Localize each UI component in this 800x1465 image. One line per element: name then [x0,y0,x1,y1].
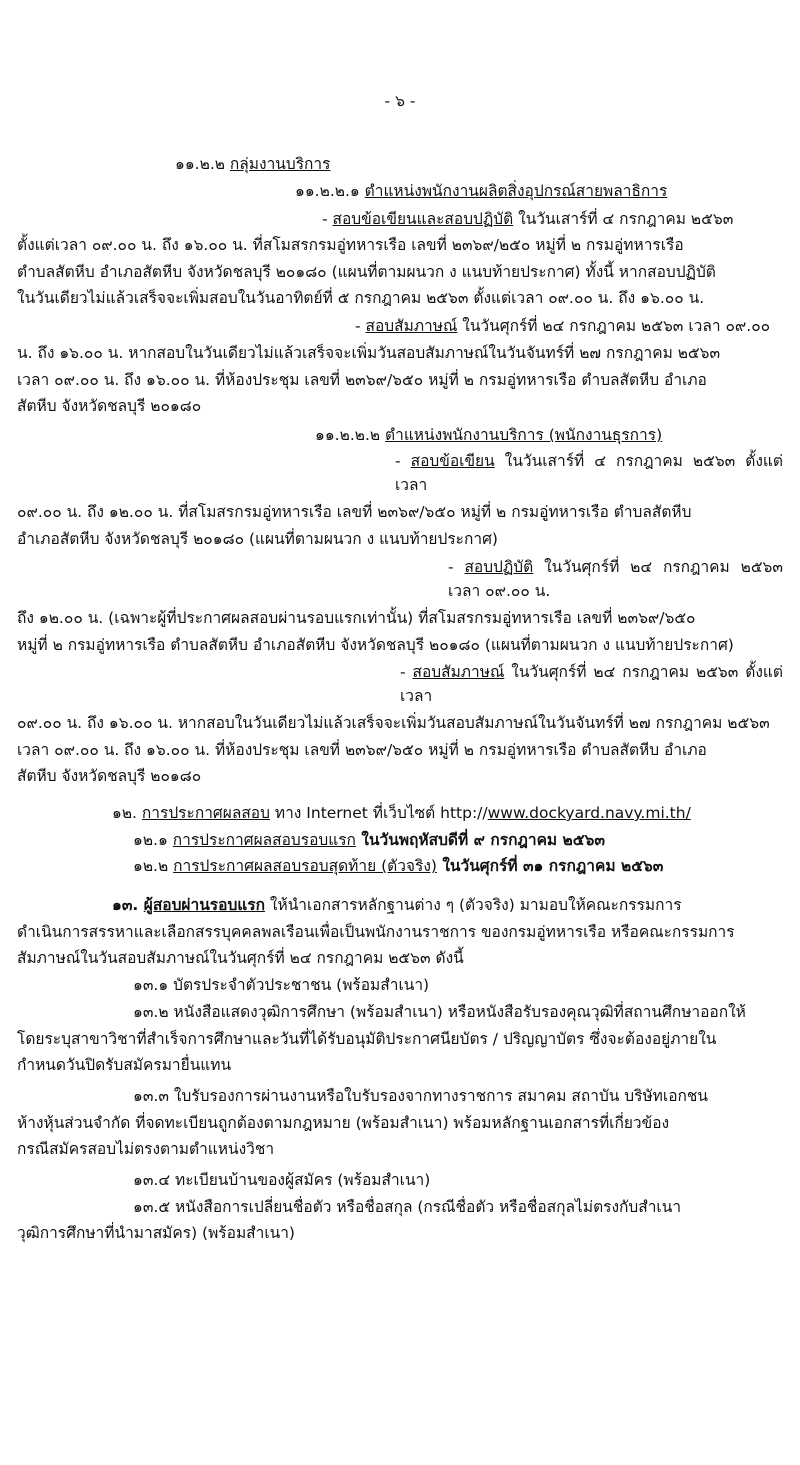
text-segment: ๑๒. [112,804,142,822]
text-segment: ในวันศุกร์ที่ ๒๔ กรกฎาคม ๒๕๖๓ เวลา ๐๙.๐๐ [457,317,771,335]
underlined-heading: www.dockyard.navy.mi.th/ [487,804,691,822]
text-segment: ให้นำเอกสารหลักฐานต่าง ๆ (ตัวจริง) มามอบให้คณะกรรมการ [264,896,682,914]
bold-text: ในวันพฤหัสบดีที่ ๙ กรกฎาคม ๒๕๖๓ [355,831,605,849]
text-line [355,314,783,338]
text-line [17,1111,783,1135]
underlined-heading: ตำแหน่งพนักงานผลิตสิ่งอุปกรณ์สายพลาธิการ [364,182,668,200]
text-line [17,1027,783,1051]
text-line [17,633,783,657]
text-segment: ๑๒.๒ [133,857,174,875]
underlined-heading: สอบสัมภาษณ์ [365,317,458,335]
text-segment: น. ถึง ๑๖.๐๐ น. หากสอบในวันเดียวไม่แล้วเสร็จจะเพิ่มวันสอบสัมภาษณ์ในวันจันทร์ที่ ๒๗ กรกฎาคม ๒๕๖๓ [17,344,721,362]
text-line [133,854,783,878]
text-line [17,233,783,257]
text-line [17,1053,783,1077]
text-line [17,738,783,762]
text-segment: ในวันศุกร์ที่ ๒๔ กรกฎาคม ๒๕๖๓ ตั้งแต่เวลา [400,663,783,705]
text-line [17,368,783,392]
text-line [112,801,783,825]
text-segment: วุฒิการศึกษาที่นำมาสมัคร) (พร้อมสำเนา) [17,1224,295,1242]
text-line [17,286,783,310]
text-segment: สัมภาษณ์ในวันสอบสัมภาษณ์ในวันศุกร์ที่ ๒๔ กรกฎาคม ๒๕๖๓ ดังนี้ [17,949,464,967]
text-segment: ในวันเดียวไม่แล้วเสร็จจะเพิ่มสอบในวันอาทิตย์ที่ ๕ กรกฎาคม ๒๕๖๓ ตั้งแต่เวลา ๐๙.๐๐ น. ถึง ๑๖.๐๐ น. [17,289,705,307]
text-segment: ๐๙.๐๐ น. ถึง ๑๒.๐๐ น. ที่สโมสรกรมอู่ทหารเรือ เลขที่ ๒๓๖๙/๖๕๐ หมู่ที่ ๒ กรมอู่ทหารเรือ ตำบลสัตหีบ [17,503,692,521]
text-segment: ทาง Internet ที่เว็บไซต์ http:// [269,804,488,822]
text-line [17,394,783,418]
text-segment: - [355,317,366,335]
text-segment: ๑๓.๓ ใบรับรองการผ่านงานหรือใบรับรองจากทางราชการ สมาคม สถาบัน บริษัทเอกชน [133,1087,709,1105]
underlined-heading: การประกาศผลสอบรอบสุดท้าย (ตัวจริง) [173,857,437,875]
underlined-heading: สอบปฏิบัติ [464,558,534,576]
text-line [17,1137,783,1161]
text-line [133,1000,783,1024]
underlined-heading: ตำแหน่งพนักงานบริการ (พนักงานธุรการ) [385,426,663,444]
text-line [133,1168,783,1192]
underlined-heading: การประกาศผลสอบรอบแรก [172,831,356,849]
text-line [295,179,783,203]
text-line [400,660,783,708]
text-segment: อำเภอสัตหีบ จังหวัดชลบุรี ๒๐๑๘๐ (แผนที่ตามผนวก ง แนบท้ายประกาศ) [17,530,498,548]
text-segment: - [400,663,413,681]
document-page [0,89,800,1265]
text-line [17,341,783,365]
text-segment: - [395,452,411,470]
text-line [315,423,783,447]
text-segment: ๑๓.๕ หนังสือการเปลี่ยนชื่อตัว หรือชื่อสกุล (กรณีชื่อตัว หรือชื่อสกุลไม่ตรงกับสำเนา [133,1198,682,1216]
text-segment: ๑๒.๑ [133,831,173,849]
text-segment: กำหนดวันปิดรับสมัครมายื่นแทน [17,1056,232,1074]
text-line [17,260,783,284]
text-segment: ดำเนินการสรรหาและเลือกสรรบุคคลพลเรือนเพื่อเป็นพนักงานราชการ ของกรมอู่ทหารเรือ หรือคณะกรรมการ [17,923,735,941]
text-segment: ๑๑.๒.๒.๒ [315,426,386,444]
text-segment: ๑๑.๒.๒.๑ [295,182,365,200]
text-segment: ๐๙.๐๐ น. ถึง ๑๖.๐๐ น. หากสอบในวันเดียวไม่แล้วเสร็จจะเพิ่มวันสอบสัมภาษณ์ในวันจันทร์ที่ ๒๗ กรกฎาคม ๒๕๖๓ [17,714,770,732]
text-segment: โดยระบุสาขาวิชาที่สำเร็จการศึกษาและวันที่ได้รับอนุมัติประกาศนียบัตร / ปริญญาบัตร ซึ่งจะต้องอยู่ภายใน [17,1030,717,1048]
text-line [112,893,783,917]
text-segment: ตั้งแต่เวลา ๐๙.๐๐ น. ถึง ๑๖.๐๐ น. ที่สโมสรกรมอู่ทหารเรือ เลขที่ ๒๓๖๙/๒๕๐ หมู่ที่ ๒ กรมอู่ทหารเรือ [17,236,684,254]
text-line [17,500,783,524]
underlined-heading: สอบสัมภาษณ์ [412,663,505,681]
underlined-heading: ผู้สอบผ่านรอบแรก [143,896,265,914]
text-segment: สัตหีบ จังหวัดชลบุรี ๒๐๑๘๐ [17,767,202,785]
text-line [17,711,783,735]
text-segment: ๑๑.๒.๒ [175,155,230,173]
text-line [17,946,783,970]
text-line [17,527,783,551]
bold-text: ในวันศุกร์ที่ ๓๑ กรกฎาคม ๒๕๖๓ [436,857,664,875]
text-segment: ตำบลสัตหีบ อำเภอสัตหีบ จังหวัดชลบุรี ๒๐๑๘๐ (แผนที่ตามผนวก ง แนบท้ายประกาศ) ทั้งนี้ หากสอบปฏิบัติ [17,263,716,281]
underlined-heading: สอบข้อเขียนและสอบปฏิบัติ [332,210,514,228]
text-line [17,920,783,944]
bold-text: ๑๓. [112,896,144,914]
text-line [133,828,783,852]
text-line [17,764,783,788]
text-segment: ในวันศุกร์ที่ ๒๔ กรกฎาคม ๒๕๖๓ เวลา ๐๙.๐๐ น. [448,558,783,600]
text-segment: สัตหีบ จังหวัดชลบุรี ๒๐๑๘๐ [17,397,202,415]
text-line [133,973,783,997]
text-segment: ห้างหุ้นส่วนจำกัด ที่จดทะเบียนถูกต้องตามกฎหมาย (พร้อมสำเนา) พร้อมหลักฐานเอกสารที่เกี่ยวข้อง [17,1114,670,1132]
text-segment: ๑๓.๒ หนังสือแสดงวุฒิการศึกษา (พร้อมสำเนา) หรือหนังสือรับรองคุณวุฒิที่สถานศึกษาออกให้ [133,1003,746,1021]
text-segment: - [322,210,333,228]
underlined-heading: สอบข้อเขียน [410,452,495,470]
text-line [322,207,783,231]
underlined-heading: กลุ่มงานบริการ [229,155,331,173]
text-segment: - [448,558,465,576]
text-segment: ถึง ๑๒.๐๐ น. (เฉพาะผู้ที่ประกาศผลสอบผ่านรอบแรกเท่านั้น) ที่สโมสรกรมอู่ทหารเรือ เลขที่ ๒๓๖๙/๖๕๐ [17,609,696,627]
text-segment: เวลา ๐๙.๐๐ น. ถึง ๑๖.๐๐ น. ที่ห้องประชุม เลขที่ ๒๓๖๙/๖๕๐ หมู่ที่ ๒ กรมอู่ทหารเรือ ตำบลสัตหีบ อำเภอ [17,741,707,759]
text-segment: ๑๓.๔ ทะเบียนบ้านของผู้สมัคร (พร้อมสำเนา) [133,1171,431,1189]
text-segment: เวลา ๐๙.๐๐ น. ถึง ๑๖.๐๐ น. ที่ห้องประชุม เลขที่ ๒๓๖๙/๖๕๐ หมู่ที่ ๒ กรมอู่ทหารเรือ ตำบลสัตหีบ อำเภอ [17,371,707,389]
page-number [17,89,783,113]
text-segment: - ๖ - [384,92,416,110]
text-segment: ในวันเสาร์ที่ ๔ กรกฎาคม ๒๕๖๓ [513,210,734,228]
text-segment: ๑๓.๑ บัตรประจำตัวประชาชน (พร้อมสำเนา) [133,976,430,994]
text-line [17,1221,783,1245]
text-segment: หมู่ที่ ๒ กรมอู่ทหารเรือ ตำบลสัตหีบ อำเภอสัตหีบ จังหวัดชลบุรี ๒๐๑๘๐ (แผนที่ตามผนวก ง แนบท้ายประกาศ) [17,636,734,654]
text-line [175,152,783,176]
underlined-heading: การประกาศผลสอบ [141,804,270,822]
text-line [448,555,783,603]
text-line [133,1084,783,1108]
text-segment: กรณีสมัครสอบไม่ตรงตามตำแหน่งวิชา [17,1140,275,1158]
text-line [395,449,783,497]
text-line [17,606,783,630]
text-segment: ในวันเสาร์ที่ ๔ กรกฎาคม ๒๕๖๓ ตั้งแต่เวลา [395,452,783,494]
text-line [133,1195,783,1219]
